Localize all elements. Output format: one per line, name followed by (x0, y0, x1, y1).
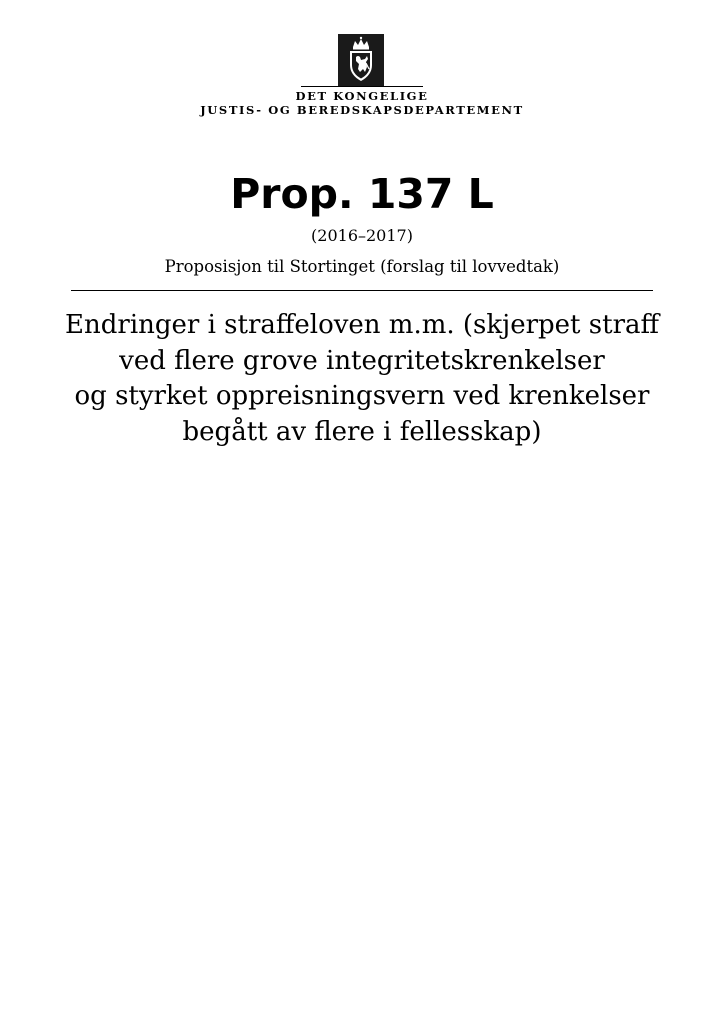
proposition-title: Prop. 137 L (230, 170, 494, 218)
document-title-line: ved flere grove integritetskrenkelser (119, 345, 605, 376)
document-title-line: begått av flere i fellesskap) (182, 416, 542, 447)
ministry-rule (301, 86, 423, 87)
session-years: (2016–2017) (311, 226, 413, 245)
document-title-line: og styrket oppreisningsvern ved krenkelser (74, 381, 650, 411)
proposition-subtitle: Proposisjon til Stortinget (forslag til lovvedtak) (164, 257, 560, 276)
divider-rule (71, 290, 653, 291)
coat-of-arms-icon (338, 34, 384, 86)
ministry-name-line2: JUSTIS- OG BEREDSKAPSDEPARTEMENT (200, 103, 524, 117)
ministry-name-line1: DET KONGELIGE (295, 89, 429, 103)
document-title (40, 308, 684, 450)
document-title-line: Endringer i straffeloven m.m. (skjerpet straff (65, 310, 659, 340)
